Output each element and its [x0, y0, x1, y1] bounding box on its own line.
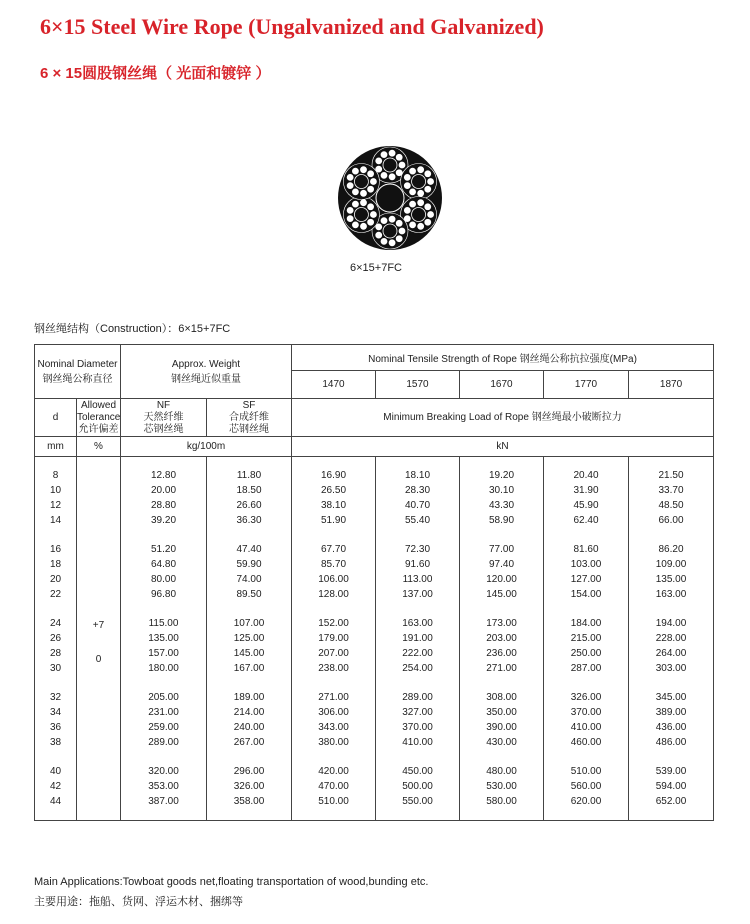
table-cell: 91.60 — [404, 559, 431, 570]
tolerance-spacer — [77, 690, 120, 705]
table-cell: 86.20 — [658, 544, 684, 555]
table-cell: 28.30 — [404, 485, 431, 496]
table-cell: 326.00 — [233, 781, 265, 792]
table-cell: 389.00 — [655, 707, 687, 718]
strand-core — [383, 224, 397, 238]
tolerance-value: 0 — [95, 654, 102, 665]
table-cell: 460.00 — [570, 737, 602, 748]
grade-1870: 1870 — [629, 371, 714, 399]
table-cell: 28.80 — [150, 500, 177, 511]
page-title: 6×15 Steel Wire Rope (Ungalvanized and Galvanized) — [40, 14, 544, 39]
tolerance-spacer — [77, 572, 120, 587]
table-cell: 125.00 — [233, 633, 265, 644]
fiber-core — [376, 184, 404, 212]
table-cell: 250.00 — [570, 648, 602, 659]
sf-header: SF 合成纤维 芯钢丝绳 — [207, 399, 292, 437]
table-cell: 157.00 — [148, 648, 179, 659]
table-cell: 40.70 — [404, 500, 431, 511]
table-cell: 127.00 — [570, 574, 602, 585]
tolerance-spacer — [77, 587, 120, 602]
table-cell: 410.00 — [402, 737, 433, 748]
table-cell: 8 — [52, 470, 59, 481]
table-cell: 28 — [49, 648, 62, 659]
table-cell: 289.00 — [402, 692, 433, 703]
table-cell: 20 — [49, 574, 62, 585]
strand-core — [412, 175, 426, 189]
tolerance-header: Allowed Tolerance 允许偏差 — [77, 399, 121, 435]
tolerance-spacer — [77, 483, 120, 498]
wire — [417, 189, 425, 197]
table-cell: 430.00 — [486, 737, 517, 748]
table-cell: 271.00 — [318, 692, 349, 703]
tolerance-spacer — [77, 557, 120, 572]
table-cell: 59.90 — [236, 559, 262, 570]
wire — [369, 211, 377, 219]
table-cell: 222.00 — [402, 648, 433, 659]
nf-weight-col — [121, 457, 207, 821]
table-cell: 189.00 — [233, 692, 265, 703]
table-cell: 180.00 — [148, 663, 179, 674]
table-cell: 207.00 — [318, 648, 349, 659]
wire — [388, 173, 396, 181]
table-cell: 19.20 — [488, 470, 515, 481]
wire — [398, 161, 406, 169]
table-cell: 214.00 — [233, 707, 265, 718]
table-cell: 85.70 — [320, 559, 347, 570]
tolerance-spacer — [77, 498, 120, 513]
table-cell: 306.00 — [318, 707, 349, 718]
table-cell: 74.00 — [236, 574, 262, 585]
wire — [369, 178, 377, 186]
table-cell: 264.00 — [655, 648, 687, 659]
tolerance-spacer — [77, 631, 120, 646]
wire — [346, 182, 354, 190]
unit-weight: kg/100m — [121, 437, 292, 457]
table-cell: 560.00 — [570, 781, 602, 792]
table-cell: 32 — [49, 692, 62, 703]
table-cell: 12.80 — [150, 470, 177, 481]
table-cell: 296.00 — [233, 766, 265, 777]
tolerance-spacer — [77, 794, 120, 809]
table-cell: 10 — [49, 485, 62, 496]
wire — [395, 219, 403, 227]
table-cell: 191.00 — [402, 633, 433, 644]
table-cell: 96.80 — [150, 589, 177, 600]
table-cell: 259.00 — [148, 722, 179, 733]
table-cell: 22 — [49, 589, 62, 600]
table-cell: 254.00 — [402, 663, 433, 674]
table-cell: 510.00 — [318, 796, 349, 807]
tolerance-spacer — [77, 468, 120, 483]
wire — [409, 167, 417, 175]
table-cell: 36.30 — [236, 515, 262, 526]
grade-1670: 1670 — [460, 371, 544, 399]
table-cell: 67.70 — [320, 544, 347, 555]
wire — [367, 203, 375, 211]
wire — [427, 211, 435, 219]
table-cell: 113.00 — [402, 574, 433, 585]
table-cell: 436.00 — [655, 722, 687, 733]
wire — [424, 170, 432, 178]
tolerance-spacer — [77, 764, 120, 779]
table-cell: 358.00 — [233, 796, 265, 807]
table-cell: 620.00 — [570, 796, 602, 807]
strand-core — [412, 208, 426, 222]
unit-percent: % — [77, 437, 121, 457]
table-cell: 38 — [49, 737, 62, 748]
grade-1470: 1470 — [292, 371, 376, 399]
table-cell: 97.40 — [488, 559, 515, 570]
table-cell: 16.90 — [320, 470, 347, 481]
table-cell: 345.00 — [655, 692, 687, 703]
table-cell: 39.20 — [150, 515, 177, 526]
wire — [417, 222, 425, 230]
table-cell: 652.00 — [655, 796, 687, 807]
table-cell: 370.00 — [402, 722, 433, 733]
table-cell: 11.80 — [236, 470, 262, 481]
table-cell: 470.00 — [318, 781, 349, 792]
table-cell: 215.00 — [570, 633, 602, 644]
table-cell: 350.00 — [486, 707, 517, 718]
applications-cn: 主要用途：拖船、货网、浮运木材、捆绑等 — [34, 896, 243, 908]
table-cell: 14 — [49, 515, 62, 526]
strand-core — [354, 175, 368, 189]
table-cell: 18.10 — [404, 470, 431, 481]
table-cell: 236.00 — [486, 648, 517, 659]
table-cell: 89.50 — [236, 589, 262, 600]
table-cell: 267.00 — [233, 737, 265, 748]
wire — [427, 178, 435, 186]
construction-label: 钢丝绳结构（Construction）：6×15+7FC — [34, 323, 231, 335]
tolerance-spacer — [77, 735, 120, 750]
table-cell: 135.00 — [148, 633, 179, 644]
table-cell: 145.00 — [233, 648, 265, 659]
table-cell: 128.00 — [318, 589, 349, 600]
table-cell: 135.00 — [655, 574, 687, 585]
tolerance-spacer — [77, 513, 120, 528]
approx-weight-header: Approx. Weight 钢丝绳近似重量 — [121, 345, 292, 399]
nominal-diameter-header: Nominal Diameter 钢丝绳公称直径 — [35, 345, 121, 399]
table-cell: 42 — [49, 781, 62, 792]
load-1570-col — [376, 457, 460, 821]
tolerance-spacer — [77, 779, 120, 794]
spec-table — [34, 344, 714, 821]
table-cell: 530.00 — [486, 781, 517, 792]
table-cell: 145.00 — [486, 589, 517, 600]
applications-en: Main Applications:Towboat goods net,floating transportation of wood,bunding etc. — [34, 876, 429, 888]
table-cell: 33.70 — [658, 485, 684, 496]
table-cell: 390.00 — [486, 722, 517, 733]
tolerance-spacer — [77, 720, 120, 735]
table-cell: 18.50 — [236, 485, 262, 496]
table-cell: 380.00 — [318, 737, 349, 748]
table-cell: 420.00 — [318, 766, 349, 777]
table-cell: 16 — [49, 544, 62, 555]
table-cell: 550.00 — [402, 796, 433, 807]
wire — [403, 182, 411, 190]
tolerance-value: +7 — [92, 620, 105, 631]
table-cell: 18 — [49, 559, 62, 570]
table-cell: 36 — [49, 722, 62, 733]
table-cell: 500.00 — [402, 781, 433, 792]
table-cell: 238.00 — [318, 663, 349, 674]
table-cell: 308.00 — [486, 692, 517, 703]
wire — [398, 227, 406, 235]
table-cell: 34 — [49, 707, 62, 718]
load-1870-col — [629, 457, 714, 821]
table-cell: 327.00 — [402, 707, 433, 718]
table-cell: 289.00 — [148, 737, 179, 748]
table-cell: 115.00 — [148, 618, 179, 629]
table-cell: 539.00 — [655, 766, 687, 777]
table-cell: 173.00 — [486, 618, 517, 629]
table-cell: 55.40 — [404, 515, 431, 526]
table-cell: 24 — [49, 618, 62, 629]
table-cell: 44 — [49, 796, 62, 807]
diameter-symbol: d — [35, 399, 77, 437]
unit-kn: kN — [292, 437, 714, 457]
table-cell: 271.00 — [486, 663, 517, 674]
diameter-col — [35, 457, 77, 821]
load-1770-col — [544, 457, 629, 821]
table-cell: 163.00 — [655, 589, 687, 600]
table-cell: 72.30 — [404, 544, 431, 555]
wire — [424, 203, 432, 211]
table-cell: 410.00 — [570, 722, 602, 733]
grade-1770: 1770 — [544, 371, 629, 399]
wire — [380, 151, 388, 159]
table-cell: 163.00 — [402, 618, 433, 629]
table-cell: 287.00 — [570, 663, 602, 674]
tolerance-col — [77, 457, 121, 821]
table-cell: 152.00 — [318, 618, 349, 629]
table-cell: 326.00 — [570, 692, 602, 703]
wire — [395, 153, 403, 161]
table-cell: 12 — [49, 500, 62, 511]
load-1470-col — [292, 457, 376, 821]
wire — [346, 215, 354, 223]
table-cell: 109.00 — [655, 559, 687, 570]
unit-mm: mm — [35, 437, 77, 457]
table-cell: 450.00 — [402, 766, 433, 777]
table-cell: 45.90 — [573, 500, 599, 511]
table-cell: 184.00 — [570, 618, 602, 629]
table-cell: 21.50 — [658, 470, 684, 481]
table-cell: 58.90 — [488, 515, 515, 526]
tensile-strength-header: Nominal Tensile Strength of Rope 钢丝绳公称抗拉强度(MPa) — [292, 345, 714, 371]
table-cell: 320.00 — [148, 766, 179, 777]
table-cell: 51.20 — [150, 544, 177, 555]
tolerance-spacer — [77, 705, 120, 720]
table-cell: 486.00 — [655, 737, 687, 748]
table-cell: 66.00 — [658, 515, 684, 526]
table-cell: 80.00 — [150, 574, 177, 585]
table-cell: 194.00 — [655, 618, 687, 629]
wire — [351, 167, 359, 175]
breaking-load-header: Minimum Breaking Load of Rope 钢丝绳最小破断拉力 — [292, 399, 714, 437]
load-1670-col — [460, 457, 544, 821]
table-cell: 580.00 — [486, 796, 517, 807]
table-cell: 48.50 — [658, 500, 684, 511]
rope-cross-section-diagram — [335, 143, 445, 253]
table-cell: 107.00 — [233, 618, 265, 629]
wire — [388, 239, 396, 247]
table-cell: 38.10 — [320, 500, 347, 511]
strand-core — [383, 158, 397, 172]
nf-header: NF 天然纤维 芯钢丝绳 — [121, 399, 207, 437]
table-cell: 120.00 — [486, 574, 517, 585]
wire — [380, 217, 388, 225]
table-cell: 26 — [49, 633, 62, 644]
table-cell: 167.00 — [233, 663, 265, 674]
table-cell: 205.00 — [148, 692, 179, 703]
table-cell: 64.80 — [150, 559, 177, 570]
strand-core — [354, 208, 368, 222]
tolerance-spacer — [77, 542, 120, 557]
table-cell: 203.00 — [486, 633, 517, 644]
table-cell: 47.40 — [236, 544, 262, 555]
table-cell: 40 — [49, 766, 62, 777]
wire — [375, 231, 383, 239]
table-cell: 228.00 — [655, 633, 687, 644]
table-cell: 594.00 — [655, 781, 687, 792]
table-cell: 240.00 — [233, 722, 265, 733]
wire — [409, 200, 417, 208]
sf-weight-col — [207, 457, 292, 821]
table-cell: 154.00 — [570, 589, 602, 600]
table-cell: 31.90 — [573, 485, 599, 496]
table-cell: 106.00 — [318, 574, 349, 585]
table-cell: 43.30 — [488, 500, 515, 511]
table-cell: 81.60 — [573, 544, 599, 555]
table-cell: 179.00 — [318, 633, 349, 644]
table-cell: 137.00 — [402, 589, 433, 600]
diagram-caption: 6×15+7FC — [350, 262, 402, 274]
table-cell: 26.50 — [320, 485, 347, 496]
page-subtitle: 6 × 15圆股钢丝绳（ 光面和镀锌 ） — [40, 65, 271, 82]
table-cell: 343.00 — [318, 722, 349, 733]
wire — [360, 222, 368, 230]
table-cell: 26.60 — [236, 500, 262, 511]
table-cell: 387.00 — [148, 796, 179, 807]
table-cell: 480.00 — [486, 766, 517, 777]
table-cell: 303.00 — [655, 663, 687, 674]
table-cell: 20.00 — [150, 485, 177, 496]
table-cell: 103.00 — [570, 559, 602, 570]
table-cell: 62.40 — [573, 515, 599, 526]
table-cell: 370.00 — [570, 707, 602, 718]
table-cell: 51.90 — [320, 515, 347, 526]
wire — [367, 170, 375, 178]
table-cell: 231.00 — [148, 707, 179, 718]
grade-1570: 1570 — [376, 371, 460, 399]
table-cell: 77.00 — [488, 544, 515, 555]
wire — [360, 189, 368, 197]
table-cell: 30 — [49, 663, 62, 674]
table-cell: 510.00 — [570, 766, 602, 777]
table-cell: 353.00 — [148, 781, 179, 792]
table-cell: 30.10 — [488, 485, 515, 496]
table-cell: 20.40 — [573, 470, 599, 481]
wire — [351, 200, 359, 208]
